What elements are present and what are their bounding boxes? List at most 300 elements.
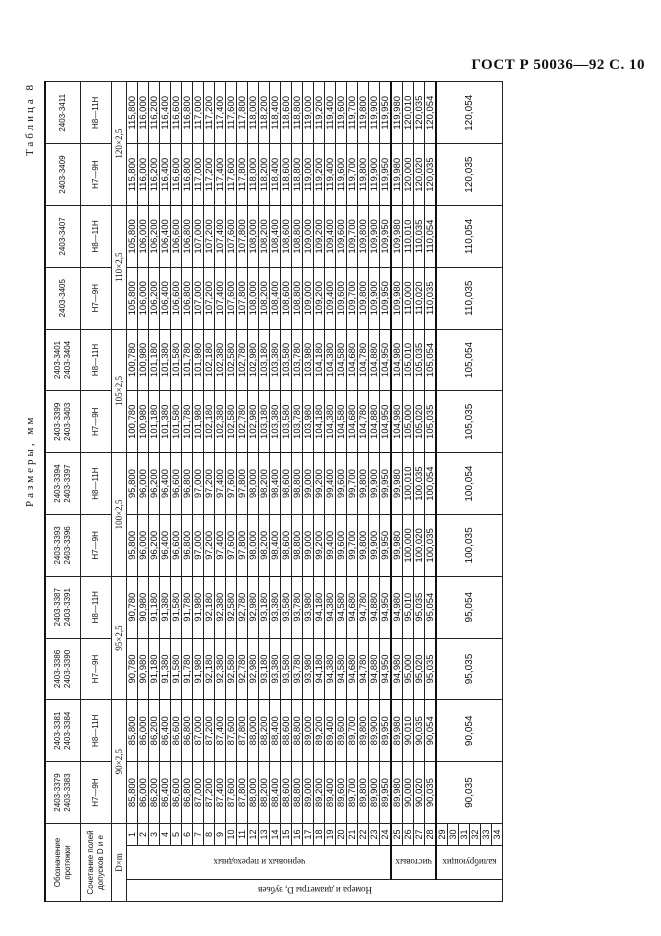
diameter-cell: 99,900: [369, 453, 380, 515]
diameter-cell: 87,800: [237, 700, 248, 762]
designation-label: Обозначение протяжки: [45, 823, 81, 901]
diameter-cell: 100,780: [127, 329, 138, 391]
diameter-cell: 95,054: [425, 576, 437, 638]
table-row: [149, 82, 160, 902]
diameter-cell: 119,200: [314, 144, 325, 206]
diameter-cell: 98,800: [292, 453, 303, 515]
tooth-number: 9: [215, 823, 226, 845]
diameter-cell: 107,000: [193, 206, 204, 268]
dimensions-caption: Размеры, мм: [24, 414, 36, 507]
diameter-cell: 119,800: [358, 144, 369, 206]
col-code: 2403-3409: [45, 144, 81, 206]
diameter-cell: 104,580: [336, 391, 347, 453]
tooth-number: 18: [314, 823, 325, 845]
diameter-cell: 90,035: [425, 762, 437, 824]
diameter-cell: 108,400: [270, 267, 281, 329]
diameter-cell: 100,020: [414, 514, 425, 576]
tooth-number: 29: [436, 823, 448, 845]
diameter-cell: 96,800: [182, 514, 193, 576]
diameter-cell: 89,400: [325, 700, 336, 762]
diameter-cell: 93,780: [292, 576, 303, 638]
diameter-cell: 106,000: [138, 267, 149, 329]
calibrating-diameter-cell: 110,054: [436, 206, 503, 268]
tooth-number: 22: [358, 823, 369, 845]
diameter-cell: 106,400: [160, 206, 171, 268]
diameter-cell: 86,400: [160, 700, 171, 762]
diameter-cell: 96,600: [171, 514, 182, 576]
diameter-cell: 108,000: [248, 267, 259, 329]
diameter-cell: 118,600: [281, 144, 292, 206]
table-row: [425, 82, 437, 902]
diameter-cell: 89,700: [347, 700, 358, 762]
table-row: [303, 82, 314, 902]
diameter-cell: 110,035: [414, 206, 425, 268]
diameter-cell: 101,980: [193, 329, 204, 391]
diameter-cell: 104,380: [325, 329, 336, 391]
diameter-cell: 94,980: [391, 576, 403, 638]
diameter-cell: 94,980: [391, 638, 403, 700]
diameter-cell: 101,780: [182, 391, 193, 453]
diameter-cell: 88,800: [292, 700, 303, 762]
diameter-cell: 101,380: [160, 329, 171, 391]
diameter-cell: 110,054: [425, 206, 437, 268]
table-row: [314, 82, 325, 902]
diameter-cell: 97,400: [215, 453, 226, 515]
diameter-cell: 86,200: [149, 700, 160, 762]
diameter-cell: 107,600: [226, 267, 237, 329]
diameter-cell: 109,900: [369, 267, 380, 329]
diameter-cell: 106,200: [149, 206, 160, 268]
diameter-cell: 119,400: [325, 144, 336, 206]
table-row: [182, 82, 193, 902]
diameter-cell: 90,780: [127, 638, 138, 700]
diameter-cell: 108,200: [259, 267, 270, 329]
diameter-cell: 119,000: [303, 144, 314, 206]
diameter-cell: 103,180: [259, 329, 270, 391]
diameter-cell: 90,980: [138, 638, 149, 700]
table-row: [127, 82, 138, 902]
diameter-cell: 116,800: [182, 144, 193, 206]
diameter-cell: 93,580: [281, 576, 292, 638]
diameter-cell: 109,900: [369, 206, 380, 268]
table-row: [281, 82, 292, 902]
diameter-cell: 101,180: [149, 329, 160, 391]
diameter-cell: 87,400: [215, 700, 226, 762]
diameter-cell: 119,900: [369, 144, 380, 206]
diameter-cell: 109,700: [347, 206, 358, 268]
table-row: [237, 82, 248, 902]
diameter-cell: 87,200: [204, 700, 215, 762]
diameter-cell: 91,980: [193, 638, 204, 700]
diameter-cell: 94,180: [314, 638, 325, 700]
diameter-cell: 109,400: [325, 206, 336, 268]
row-group-calibrating: калибрующих: [436, 846, 503, 880]
diameter-cell: 119,600: [336, 144, 347, 206]
diameter-cell: 97,000: [193, 514, 204, 576]
table-body: [127, 82, 503, 902]
diameter-cell: 104,580: [336, 329, 347, 391]
diameter-cell: 103,780: [292, 391, 303, 453]
diameter-cell: 86,600: [171, 700, 182, 762]
col-tolerance: H8—11H: [81, 576, 112, 638]
diameter-cell: 94,180: [314, 576, 325, 638]
table-row: [336, 82, 347, 902]
diameter-cell: 104,380: [325, 391, 336, 453]
calibrating-diameter-cell: 100,035: [436, 514, 503, 576]
col-tolerance: H8—11H: [81, 453, 112, 515]
col-code: 2403-3379 2403-3383: [45, 762, 81, 824]
tooth-number: 7: [193, 823, 204, 845]
diameter-cell: 108,800: [292, 267, 303, 329]
diameter-cell: 119,800: [358, 82, 369, 144]
diameter-cell: 94,780: [358, 638, 369, 700]
diameter-cell: 110,035: [425, 267, 437, 329]
diameter-cell: 89,800: [358, 700, 369, 762]
diameter-cell: 100,000: [403, 514, 414, 576]
diameter-cell: 91,780: [182, 638, 193, 700]
diameter-cell: 89,800: [358, 762, 369, 824]
diameter-cell: 98,800: [292, 514, 303, 576]
diameter-cell: 92,980: [248, 576, 259, 638]
diameter-cell: 104,880: [369, 391, 380, 453]
diameter-cell: 88,600: [281, 700, 292, 762]
diameter-cell: 120,010: [403, 82, 414, 144]
col-tolerance: H8—11H: [81, 82, 112, 144]
calibrating-diameter-cell: 90,035: [436, 762, 503, 824]
broach-dimensions-table: [44, 81, 503, 902]
diameter-cell: 87,800: [237, 762, 248, 824]
diameter-cell: 104,680: [347, 391, 358, 453]
diameter-cell: 119,400: [325, 82, 336, 144]
diameter-cell: 90,020: [414, 762, 425, 824]
col-tolerance: H7—9H: [81, 144, 112, 206]
diameter-cell: 92,180: [204, 638, 215, 700]
diameter-cell: 94,950: [380, 576, 392, 638]
diameter-cell: 98,200: [259, 514, 270, 576]
diameter-cell: 119,980: [391, 144, 403, 206]
diameter-cell: 104,180: [314, 329, 325, 391]
diameter-cell: 118,200: [259, 144, 270, 206]
diameter-cell: 93,580: [281, 638, 292, 700]
diameter-cell: 110,000: [403, 267, 414, 329]
diameter-cell: 117,800: [237, 144, 248, 206]
diameter-cell: 117,400: [215, 144, 226, 206]
table-row: [160, 82, 171, 902]
diameter-cell: 96,600: [171, 453, 182, 515]
diameter-cell: 116,600: [171, 82, 182, 144]
calibrating-diameter-cell: 95,054: [436, 576, 503, 638]
diameter-cell: 96,800: [182, 453, 193, 515]
diameter-cell: 93,380: [270, 638, 281, 700]
col-tolerance: H7—9H: [81, 514, 112, 576]
diameter-cell: 95,000: [403, 638, 414, 700]
tooth-number: 31: [459, 823, 470, 845]
diameter-cell: 109,200: [314, 267, 325, 329]
diameter-cell: 119,000: [303, 82, 314, 144]
table-row: [193, 82, 204, 902]
diameter-cell: 116,400: [160, 144, 171, 206]
diameter-cell: 91,980: [193, 576, 204, 638]
row-group-finishing: чистовых: [391, 846, 436, 880]
diameter-cell: 102,980: [248, 391, 259, 453]
col-tolerance: H8—11H: [81, 206, 112, 268]
diameter-cell: 108,200: [259, 206, 270, 268]
diameter-cell: 116,000: [138, 144, 149, 206]
tooth-number: 1: [127, 823, 138, 845]
diameter-cell: 109,950: [380, 267, 392, 329]
diameter-cell: 99,950: [380, 453, 392, 515]
col-code: 2403-3407: [45, 206, 81, 268]
tooth-number: 5: [171, 823, 182, 845]
diameter-cell: 94,380: [325, 576, 336, 638]
diameter-cell: 90,054: [425, 700, 437, 762]
diameter-cell: 103,980: [303, 391, 314, 453]
diameter-cell: 109,800: [358, 267, 369, 329]
diameter-cell: 89,200: [314, 700, 325, 762]
diameter-cell: 102,580: [226, 391, 237, 453]
diameter-cell: 103,380: [270, 391, 281, 453]
diameter-cell: 97,400: [215, 514, 226, 576]
tooth-number: 33: [481, 823, 492, 845]
rotated-table-block: [22, 72, 612, 902]
col-tolerance: H7—9H: [81, 638, 112, 700]
diameter-cell: 116,600: [171, 144, 182, 206]
col-code: 2403-3387 2403-3391: [45, 576, 81, 638]
row-group-label: Номера и диаметры D, зубьев: [127, 880, 503, 902]
diameter-cell: 99,800: [358, 453, 369, 515]
table-row: [369, 82, 380, 902]
tooth-number: 32: [470, 823, 481, 845]
diameter-cell: 86,000: [138, 762, 149, 824]
diameter-cell: 117,600: [226, 144, 237, 206]
diameter-cell: 107,600: [226, 206, 237, 268]
diameter-cell: 119,600: [336, 82, 347, 144]
diameter-cell: 88,400: [270, 700, 281, 762]
diameter-cell: 115,800: [127, 82, 138, 144]
diameter-cell: 91,580: [171, 576, 182, 638]
diameter-cell: 90,010: [403, 700, 414, 762]
diameter-cell: 106,800: [182, 206, 193, 268]
diameter-cell: 120,020: [414, 144, 425, 206]
diameter-cell: 87,600: [226, 700, 237, 762]
tooth-number: 2: [138, 823, 149, 845]
diameter-cell: 94,950: [380, 638, 392, 700]
calibrating-diameter-cell: 105,035: [436, 391, 503, 453]
diameter-cell: 108,800: [292, 206, 303, 268]
col-code: 2403-3393 2403-3396: [45, 514, 81, 576]
diameter-cell: 94,380: [325, 638, 336, 700]
diameter-cell: 89,000: [303, 762, 314, 824]
diameter-cell: 89,400: [325, 762, 336, 824]
diameter-cell: 93,180: [259, 576, 270, 638]
diameter-cell: 107,200: [204, 267, 215, 329]
diameter-cell: 106,600: [171, 267, 182, 329]
diameter-cell: 92,380: [215, 576, 226, 638]
diameter-cell: 106,800: [182, 267, 193, 329]
diameter-cell: 104,980: [391, 391, 403, 453]
size-group: 105×2,5: [112, 329, 127, 453]
diameter-cell: 119,200: [314, 82, 325, 144]
diameter-cell: 105,035: [414, 329, 425, 391]
diameter-cell: 116,400: [160, 82, 171, 144]
diameter-cell: 101,980: [193, 391, 204, 453]
diameter-cell: 99,200: [314, 453, 325, 515]
diameter-cell: 118,400: [270, 82, 281, 144]
diameter-cell: 100,010: [403, 453, 414, 515]
diameter-cell: 107,800: [237, 206, 248, 268]
diameter-cell: 101,180: [149, 391, 160, 453]
diameter-cell: 103,180: [259, 391, 270, 453]
tooth-number: 4: [160, 823, 171, 845]
calibrating-diameter-cell: 120,035: [436, 144, 503, 206]
tooth-number: 8: [204, 823, 215, 845]
diameter-cell: 89,980: [391, 762, 403, 824]
diameter-cell: 86,000: [138, 700, 149, 762]
diameter-cell: 89,600: [336, 762, 347, 824]
calibrating-diameter-cell: 120,054: [436, 82, 503, 144]
tooth-number: 12: [248, 823, 259, 845]
diameter-cell: 116,200: [149, 82, 160, 144]
diameter-cell: 105,800: [127, 267, 138, 329]
diameter-cell: 119,700: [347, 82, 358, 144]
diameter-cell: 92,980: [248, 638, 259, 700]
tooth-number: 24: [380, 823, 392, 845]
diameter-cell: 99,700: [347, 453, 358, 515]
tooth-number: 14: [270, 823, 281, 845]
diameter-cell: 109,800: [358, 206, 369, 268]
diameter-cell: 100,054: [425, 453, 437, 515]
tolerance-label: Сочетание полей допусков D и e: [81, 823, 112, 901]
col-tolerance: H7—9H: [81, 762, 112, 824]
diameter-cell: 96,400: [160, 453, 171, 515]
diameter-cell: 90,000: [403, 762, 414, 824]
diameter-cell: 95,035: [414, 576, 425, 638]
diameter-cell: 94,880: [369, 638, 380, 700]
diameter-cell: 97,200: [204, 514, 215, 576]
diameter-cell: 86,600: [171, 762, 182, 824]
tooth-number: 10: [226, 823, 237, 845]
diameter-cell: 119,980: [391, 82, 403, 144]
diameter-cell: 92,580: [226, 576, 237, 638]
diameter-cell: 103,580: [281, 391, 292, 453]
diameter-cell: 87,200: [204, 762, 215, 824]
tooth-number: 25: [391, 823, 403, 845]
tooth-number: 30: [448, 823, 459, 845]
diameter-cell: 99,200: [314, 514, 325, 576]
diameter-cell: 109,600: [336, 267, 347, 329]
diameter-cell: 117,600: [226, 82, 237, 144]
diameter-cell: 91,380: [160, 576, 171, 638]
diameter-cell: 119,950: [380, 82, 392, 144]
diameter-cell: 99,900: [369, 514, 380, 576]
diameter-cell: 104,980: [391, 329, 403, 391]
diameter-cell: 85,800: [127, 762, 138, 824]
diameter-cell: 89,950: [380, 762, 392, 824]
diameter-cell: 118,000: [248, 82, 259, 144]
diameter-cell: 107,400: [215, 267, 226, 329]
diameter-cell: 109,980: [391, 206, 403, 268]
diameter-cell: 94,680: [347, 576, 358, 638]
diameter-cell: 109,000: [303, 267, 314, 329]
col-tolerance: H7—9H: [81, 391, 112, 453]
diameter-cell: 109,600: [336, 206, 347, 268]
table-row: [380, 82, 392, 902]
diameter-cell: 99,800: [358, 514, 369, 576]
col-code: 2403-3399 2403-3403: [45, 391, 81, 453]
diameter-cell: 87,600: [226, 762, 237, 824]
diameter-cell: 102,580: [226, 329, 237, 391]
diameter-cell: 108,600: [281, 206, 292, 268]
diameter-cell: 86,800: [182, 762, 193, 824]
diameter-cell: 97,000: [193, 453, 204, 515]
table-row: [292, 82, 303, 902]
table-row: [358, 82, 369, 902]
diameter-cell: 98,400: [270, 453, 281, 515]
diameter-cell: 109,700: [347, 267, 358, 329]
diameter-cell: 94,680: [347, 638, 358, 700]
diameter-cell: 100,980: [138, 391, 149, 453]
diameter-cell: 118,200: [259, 82, 270, 144]
diameter-cell: 92,580: [226, 638, 237, 700]
diameter-cell: 95,800: [127, 453, 138, 515]
diameter-cell: 104,950: [380, 329, 392, 391]
diameter-cell: 102,180: [204, 329, 215, 391]
tooth-number: 13: [259, 823, 270, 845]
diameter-cell: 91,580: [171, 638, 182, 700]
diameter-cell: 118,800: [292, 144, 303, 206]
diameter-cell: 98,400: [270, 514, 281, 576]
diameter-cell: 118,000: [248, 144, 259, 206]
diameter-cell: 106,400: [160, 267, 171, 329]
table-row: [204, 82, 215, 902]
diameter-cell: 104,680: [347, 329, 358, 391]
tooth-number: 15: [281, 823, 292, 845]
diameter-cell: 98,600: [281, 453, 292, 515]
diameter-cell: 95,035: [425, 638, 437, 700]
diameter-cell: 115,800: [127, 144, 138, 206]
diameter-cell: 103,580: [281, 329, 292, 391]
diameter-cell: 109,200: [314, 206, 325, 268]
diameter-cell: 90,035: [414, 700, 425, 762]
table-row: [414, 82, 425, 902]
tooth-number: 26: [403, 823, 414, 845]
diameter-cell: 109,980: [391, 267, 403, 329]
diameter-cell: 96,200: [149, 514, 160, 576]
size-group: 120×2,5: [112, 82, 127, 206]
row-group-roughing: черновых и переходных: [127, 846, 392, 880]
diameter-cell: 88,200: [259, 700, 270, 762]
diameter-cell: 85,800: [127, 700, 138, 762]
table-row: [259, 82, 270, 902]
diameter-cell: 95,010: [403, 576, 414, 638]
diameter-cell: 104,780: [358, 391, 369, 453]
diameter-cell: 99,600: [336, 453, 347, 515]
diameter-cell: 105,054: [425, 329, 437, 391]
diameter-cell: 94,580: [336, 638, 347, 700]
diameter-cell: 99,700: [347, 514, 358, 576]
diameter-cell: 98,000: [248, 514, 259, 576]
diameter-cell: 93,180: [259, 638, 270, 700]
diameter-cell: 93,980: [303, 576, 314, 638]
diameter-cell: 98,000: [248, 453, 259, 515]
col-code: 2403-3401 2403-3404: [45, 329, 81, 391]
diameter-cell: 87,000: [193, 762, 204, 824]
diameter-cell: 120,054: [425, 82, 437, 144]
tooth-number: 21: [347, 823, 358, 845]
diameter-cell: 99,950: [380, 514, 392, 576]
diameter-cell: 101,580: [171, 391, 182, 453]
diameter-cell: 94,780: [358, 576, 369, 638]
